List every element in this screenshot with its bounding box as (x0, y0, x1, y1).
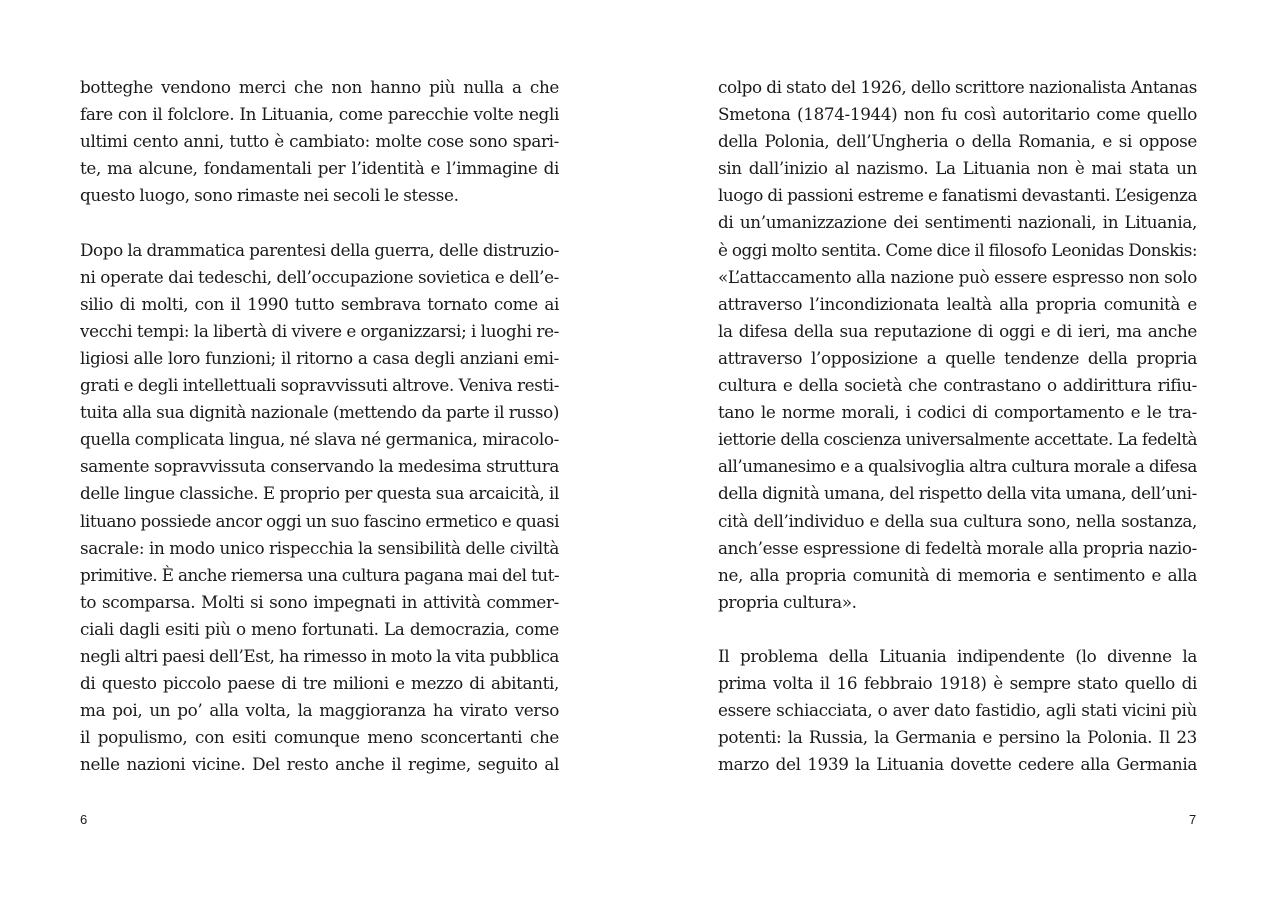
text-line: sin dall’inizio al nazismo. La Lituania non è mai stata un (718, 158, 1197, 179)
text-line: tuita alla sua dignità nazionale (mettendo da parte il russo) (80, 402, 559, 423)
text-line: ne, alla propria comunità di memoria e sentimento e alla (718, 564, 1197, 585)
text-line: della Polonia, dell’Ungheria o della Romania, e si oppose (718, 131, 1197, 152)
text-line: propria cultura». (718, 591, 857, 612)
text-line: luogo di passioni estreme e fanatismi devastanti. L’esigenza (718, 185, 1197, 206)
text-line: della dignità umana, del rispetto della vita umana, dell’uni- (718, 483, 1197, 504)
right-page (638, 0, 1277, 904)
text-line: negli altri paesi dell’Est, ha rimesso in moto la vita pubblica (80, 645, 559, 666)
text-line: ligiosi alle loro funzioni; il ritorno a casa degli anziani emi- (80, 347, 559, 368)
text-line: di questo piccolo paese di tre milioni e mezzo di abitanti, (80, 673, 559, 694)
text-line: sacrale: in modo unico rispecchia la sensibilità delle civiltà (80, 537, 559, 558)
text-line: «L’attaccamento alla nazione può essere espresso non solo (718, 266, 1197, 287)
text-line: ni operate dai tedeschi, dell’occupazione sovietica e dell’e- (80, 266, 559, 287)
text-line: fare con il folclore. In Lituania, come parecchie volte negli (80, 104, 559, 125)
text-line: botteghe vendono merci che non hanno più nulla a che (80, 77, 559, 97)
text-line: tano le norme morali, i codici di comportamento e le tra- (718, 402, 1197, 423)
text-line: è oggi molto sentita. Come dice il filosofo Leonidas Donskis: (718, 239, 1197, 260)
text-line: grati e degli intellettuali sopravvissuti altrove. Veniva resti- (80, 375, 559, 396)
page-number: 6 (80, 812, 88, 827)
right-text-column (718, 74, 1197, 778)
text-line: colpo di stato del 1926, dello scrittore nazionalista Antanas (718, 77, 1197, 97)
text-line: lituano possiede ancor oggi un suo fascino ermetico e quasi (80, 510, 559, 531)
text-line: silio di molti, con il 1990 tutto sembrava tornato come ai (80, 293, 559, 314)
text-line: iettorie della coscienza universalmente accettate. La fedeltà (718, 429, 1197, 450)
text-line: Smetona (1874-1944) non fu così autoritario come quello (718, 104, 1197, 125)
paragraph-gap (80, 209, 559, 236)
text-line: vecchi tempi: la libertà di vivere e organizzarsi; i luoghi re- (80, 320, 559, 341)
text-line: attraverso l’incondizionata lealtà alla propria comunità e (718, 293, 1197, 314)
paragraph-gap (718, 616, 1197, 643)
text-line: marzo del 1939 la Lituania dovette cedere alla Germania (718, 754, 1197, 775)
page-number: 7 (1189, 812, 1197, 827)
left-text-column (80, 74, 559, 778)
text-line: quella complicata lingua, né slava né germanica, miracolo- (80, 429, 559, 450)
text-line: ultimi cento anni, tutto è cambiato: molte cose sono spari- (80, 131, 559, 152)
left-page (0, 0, 638, 904)
text-line: samente sopravvissuta conservando la medesima struttura (80, 456, 559, 477)
text-line: la difesa della sua reputazione di oggi e di ieri, ma anche (718, 320, 1197, 341)
text-line: all’umanesimo e a qualsivoglia altra cultura morale a difesa (718, 456, 1197, 477)
text-line: Dopo la drammatica parentesi della guerra, delle distruzio- (80, 239, 559, 260)
text-line: potenti: la Russia, la Germania e persino la Polonia. Il 23 (718, 727, 1197, 748)
text-line: ma poi, un po’ alla volta, la maggioranza ha virato verso (80, 700, 559, 721)
text-line: nelle nazioni vicine. Del resto anche il regime, seguito al (80, 754, 559, 775)
text-line: attraverso l’opposizione a quelle tendenze della propria (718, 347, 1197, 368)
text-line: anch’esse espressione di fedeltà morale alla propria nazio- (718, 537, 1197, 558)
text-line: cità dell’individuo e della sua cultura sono, nella sostanza, (718, 510, 1197, 531)
text-line: Il problema della Lituania indipendente (lo divenne la (718, 645, 1197, 666)
text-line: prima volta il 16 febbraio 1918) è sempre stato quello di (718, 673, 1197, 694)
text-line: essere schiacciata, o aver dato fastidio, agli stati vicini più (718, 700, 1197, 721)
text-line: delle lingue classiche. E proprio per questa sua arcaicità, il (80, 483, 559, 504)
text-line: cultura e della società che contrastano o addirittura rifiu- (718, 375, 1197, 396)
text-line: to scomparsa. Molti si sono impegnati in attività commer- (80, 591, 559, 612)
text-line: ciali dagli esiti più o meno fortunati. La democrazia, come (80, 618, 559, 639)
text-line: questo luogo, sono rimaste nei secoli le stesse. (80, 185, 459, 206)
text-line: primitive. È anche riemersa una cultura pagana mai del tut- (80, 564, 559, 585)
text-line: te, ma alcune, fondamentali per l’identità e l’immagine di (80, 158, 559, 179)
text-line: di un’umanizzazione dei sentimenti nazionali, in Lituania, (718, 212, 1197, 233)
text-line: il populismo, con esiti comunque meno sconcertanti che (80, 727, 559, 748)
